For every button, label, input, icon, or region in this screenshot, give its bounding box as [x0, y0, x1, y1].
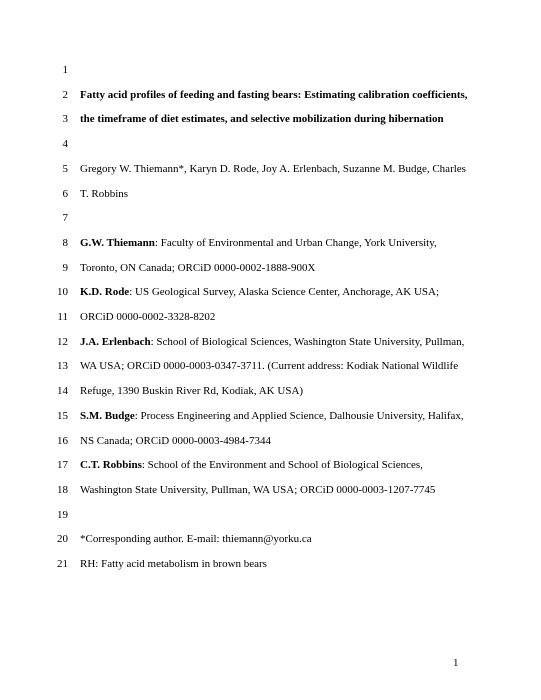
manuscript-line: [0, 457, 541, 473]
line-number: 14: [57, 385, 68, 398]
manuscript-line: [0, 87, 541, 103]
line-number: 15: [57, 409, 68, 422]
regular-text: WA USA; ORCiD 0000-0003-0347-3711. (Current address: Kodiak National Wildlife: [80, 360, 459, 373]
manuscript-line: [0, 111, 541, 127]
regular-text: : US Geological Survey, Alaska Science Center, Anchorage, AK USA;: [129, 286, 440, 299]
line-text: [80, 358, 510, 374]
regular-text: : Faculty of Environmental and Urban Change, York University,: [154, 236, 437, 249]
manuscript-line: [0, 531, 541, 547]
line-text: [80, 383, 510, 399]
regular-text: Refuge, 1390 Buskin River Rd, Kodiak, AK USA): [80, 385, 304, 398]
line-text: [80, 309, 510, 325]
line-number: 3: [62, 113, 68, 126]
manuscript-line: [0, 433, 541, 449]
line-number: 11: [57, 311, 68, 323]
line-text: [80, 433, 510, 449]
bold-text: Fatty acid profiles of feeding and fasting bears: Estimating calibration coefficients,: [80, 88, 468, 101]
line-number: 7: [62, 212, 68, 225]
manuscript-line: [0, 309, 541, 325]
line-text: [80, 284, 510, 300]
manuscript-line: [0, 235, 541, 251]
line-number: 2: [62, 88, 68, 101]
regular-text: Toronto, ON Canada; ORCiD 0000-0002-1888-900X: [80, 261, 316, 274]
line-text: [80, 235, 510, 251]
line-number: 5: [62, 162, 68, 175]
regular-text: Washington State University, Pullman, WA USA; ORCiD 0000-0003-1207-7745: [80, 483, 436, 496]
regular-text: : School of the Environment and School of Biological Sciences,: [141, 459, 423, 472]
manuscript-line: [0, 136, 541, 152]
regular-text: Gregory W. Thiemann*, Karyn D. Rode, Joy A. Erlenbach, Suzanne M. Budge, Charles: [80, 162, 466, 175]
line-text: [80, 457, 510, 473]
manuscript-line: [0, 161, 541, 177]
line-text: [80, 482, 510, 498]
regular-text: : School of Biological Sciences, Washington State University, Pullman,: [150, 335, 465, 348]
bold-text: the timeframe of diet estimates, and selective mobilization during hibernation: [80, 113, 444, 126]
line-text: [80, 111, 510, 127]
manuscript-line: [0, 260, 541, 276]
page-number: 1: [453, 657, 459, 669]
manuscript-line: [0, 358, 541, 374]
line-number: 19: [57, 508, 68, 521]
line-number: 20: [57, 533, 68, 546]
line-number: 21: [57, 558, 68, 570]
manuscript-line: [0, 334, 541, 350]
line-number: 10: [57, 286, 68, 299]
line-number: 8: [62, 236, 68, 249]
line-number: 17: [57, 459, 68, 472]
manuscript-line: [0, 383, 541, 399]
line-number: 18: [57, 483, 68, 496]
manuscript-line: [0, 186, 541, 202]
manuscript-line: [0, 284, 541, 300]
regular-text: NS Canada; ORCiD 0000-0003-4984-7344: [80, 434, 271, 447]
line-number: 12: [57, 335, 68, 348]
regular-text: T. Robbins: [80, 187, 129, 200]
line-text: [80, 186, 510, 202]
line-text: [80, 334, 510, 350]
manuscript-line: [0, 556, 541, 572]
line-text: [80, 260, 510, 276]
bold-text: C.T. Robbins: [80, 459, 142, 472]
regular-text: ORCiD 0000-0002-3328-8202: [80, 311, 216, 323]
line-number: 9: [62, 261, 68, 274]
manuscript-line: [0, 482, 541, 498]
bold-text: J.A. Erlenbach: [80, 335, 151, 348]
line-text: [80, 408, 510, 424]
manuscript-line: [0, 507, 541, 523]
line-text: [80, 556, 510, 572]
line-number: 16: [57, 434, 68, 447]
manuscript-line: [0, 210, 541, 226]
line-text: [80, 161, 510, 177]
manuscript-line: [0, 62, 541, 78]
manuscript-line: [0, 408, 541, 424]
line-text: [80, 531, 510, 547]
regular-text: *Corresponding author. E-mail: thiemann@yorku.ca: [80, 533, 312, 546]
line-number: 13: [57, 360, 68, 373]
line-number: 1: [62, 64, 68, 76]
regular-text: : Process Engineering and Applied Science, Dalhousie University, Halifax,: [134, 409, 464, 422]
line-number: 4: [62, 138, 68, 151]
line-number: 6: [62, 187, 68, 200]
bold-text: S.M. Budge: [80, 409, 135, 422]
bold-text: G.W. Thiemann: [80, 236, 155, 249]
line-text: [80, 87, 510, 103]
bold-text: K.D. Rode: [80, 286, 130, 299]
regular-text: RH: Fatty acid metabolism in brown bears: [80, 558, 267, 570]
